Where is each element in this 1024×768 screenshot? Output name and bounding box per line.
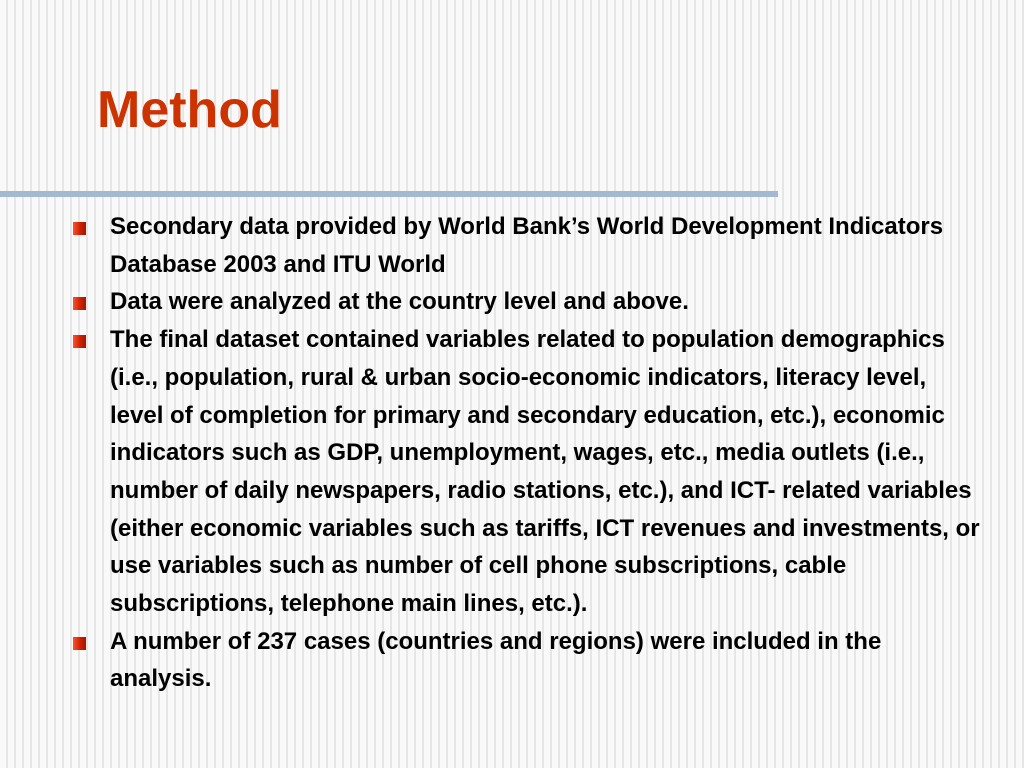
square-bullet-icon (73, 297, 86, 310)
bullet-text: Secondary data provided by World Bank’s World Development Indicators Database 2003 and ITU World (110, 213, 944, 278)
square-bullet-icon (73, 637, 86, 650)
square-bullet-icon (73, 335, 86, 348)
bullet-list (72, 208, 984, 698)
bullet-item (72, 208, 984, 283)
bullet-item (72, 321, 984, 623)
bullet-text: Data were analyzed at the country level and above. (110, 288, 689, 316)
slide-title: Method (97, 81, 282, 139)
title-divider (0, 191, 778, 197)
bullet-item (72, 623, 984, 698)
bullet-text: The final dataset contained variables related to population demographics (i.e., population, rural & urban socio-economic indicators, literacy level, level of completion for primary and secondary education, etc.), economic indicators such as GDP, unemployment, wages, etc., media outlets (i.e., number of daily newspapers, radio stations, etc.), and ICT- related variables (either economic variables such as tariffs, ICT revenues and investments, or use variables such as number of cell phone subscriptions, cable subscriptions, telephone main lines, etc.). (110, 326, 980, 618)
square-bullet-icon (73, 222, 86, 235)
bullet-item (72, 283, 984, 321)
bullet-text: A number of 237 cases (countries and regions) were included in the analysis. (110, 627, 882, 693)
